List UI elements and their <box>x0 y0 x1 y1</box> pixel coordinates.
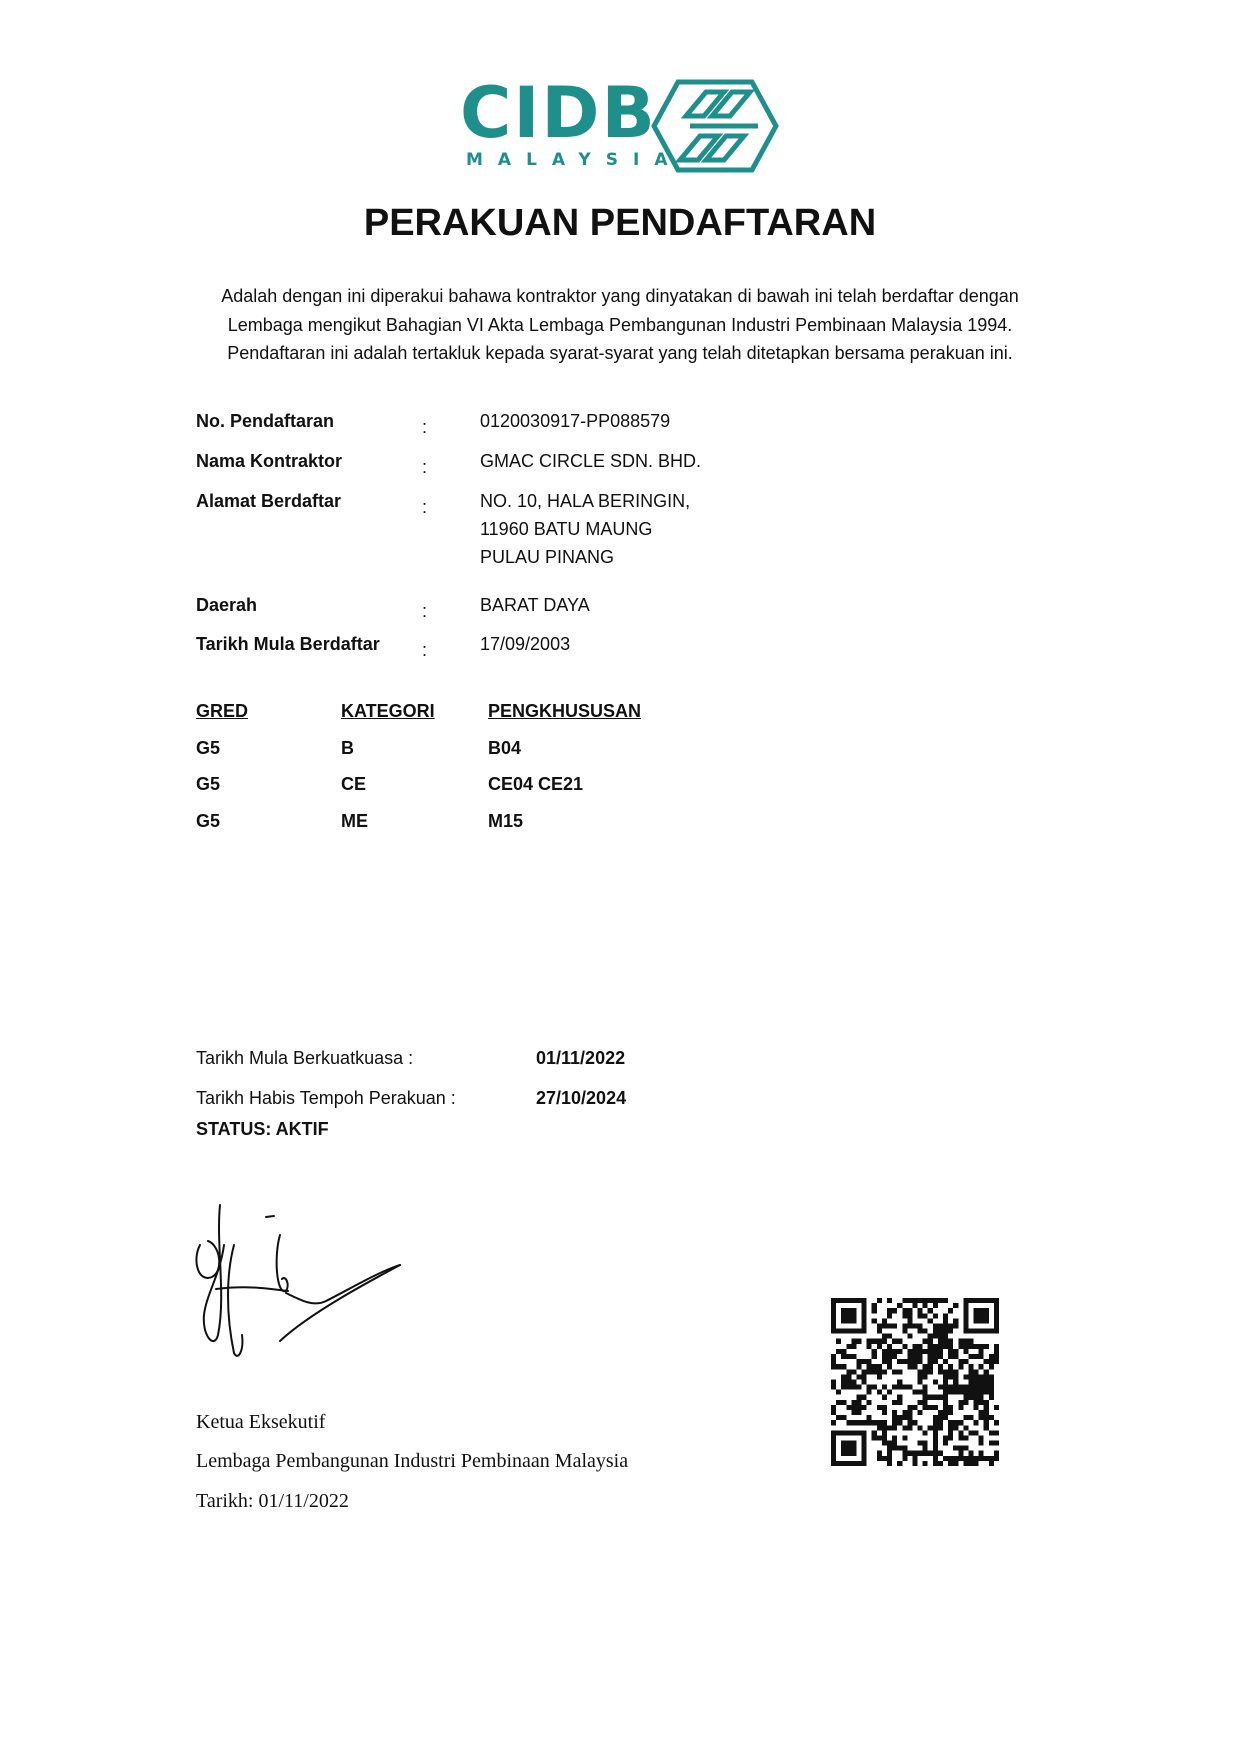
header-kategori: KATEGORI <box>341 701 435 721</box>
detail-value: GMAC CIRCLE SDN. BHD. <box>480 451 702 471</box>
signatory-organisation: Lembaga Pembangunan Industri Pembinaan Malaysia <box>196 1450 629 1472</box>
page-title: PERAKUAN PENDAFTARAN <box>363 202 877 244</box>
intro-line-3: Pendaftaran ini adalah tertakluk kepada syarat-syarat yang telah ditetapkan bersama perakuan ini. <box>227 343 1013 363</box>
grades-table <box>196 701 696 841</box>
validity-end-label: Tarikh Habis Tempoh Perakuan : <box>196 1088 456 1108</box>
grade-cell: G5 <box>196 811 221 831</box>
detail-value: 0120030917-PP088579 <box>480 411 671 431</box>
cidb-hexagon-icon <box>650 78 780 174</box>
signatory-date: Tarikh: 01/11/2022 <box>196 1490 349 1512</box>
address-line-1: NO. 10, HALA BERINGIN, <box>480 491 691 511</box>
validity-start-label: Tarikh Mula Berkuatkuasa : <box>196 1048 414 1068</box>
category-cell: ME <box>341 811 368 831</box>
header-gred: GRED <box>196 701 249 721</box>
category-cell: B <box>341 738 354 758</box>
grade-cell: G5 <box>196 738 221 758</box>
grade-cell: G5 <box>196 774 221 794</box>
handwritten-signature <box>190 1185 410 1365</box>
intro-paragraph <box>180 282 1060 368</box>
header-pengkhususan: PENGKHUSUSAN <box>488 701 642 721</box>
detail-colon: : <box>422 457 428 477</box>
detail-colon: : <box>422 601 428 621</box>
status-label: STATUS: AKTIF <box>196 1119 329 1139</box>
address-line-2: 11960 BATU MAUNG <box>480 519 653 539</box>
validity-end-value: 27/10/2024 <box>536 1088 627 1108</box>
address-line-3: PULAU PINANG <box>480 547 615 567</box>
detail-label: Tarikh Mula Berdaftar <box>196 634 380 654</box>
detail-label: Alamat Berdaftar <box>196 491 342 511</box>
specialisation-cell: CE04 CE21 <box>488 774 584 794</box>
validity-start <box>196 1044 626 1072</box>
signatory-position: Ketua Eksekutif <box>196 1411 326 1433</box>
logo-wordmark: CIDB <box>460 72 657 154</box>
qr-code <box>831 1298 999 1466</box>
detail-colon: : <box>422 640 428 660</box>
intro-line-1: Adalah dengan ini diperakui bahawa kontraktor yang dinyatakan di bawah ini telah berdaftar dengan <box>221 286 1019 306</box>
detail-value: BARAT DAYA <box>480 595 590 615</box>
detail-label: Daerah <box>196 595 258 615</box>
detail-label: No. Pendaftaran <box>196 411 335 431</box>
detail-label: Nama Kontraktor <box>196 451 343 471</box>
validity-start-value: 01/11/2022 <box>536 1048 626 1068</box>
detail-colon: : <box>422 417 428 437</box>
detail-value: 17/09/2003 <box>480 634 571 654</box>
detail-colon: : <box>422 497 428 517</box>
specialisation-cell: B04 <box>488 738 522 758</box>
intro-line-2: Lembaga mengikut Bahagian VI Akta Lembaga Pembangunan Industri Pembinaan Malaysia 1994. <box>227 314 1013 335</box>
cidb-logo <box>460 72 790 178</box>
specialisation-cell: M15 <box>488 811 524 831</box>
category-cell: CE <box>341 774 367 794</box>
logo-subtitle: MALAYSIA <box>466 150 683 170</box>
validity-end <box>196 1084 627 1112</box>
